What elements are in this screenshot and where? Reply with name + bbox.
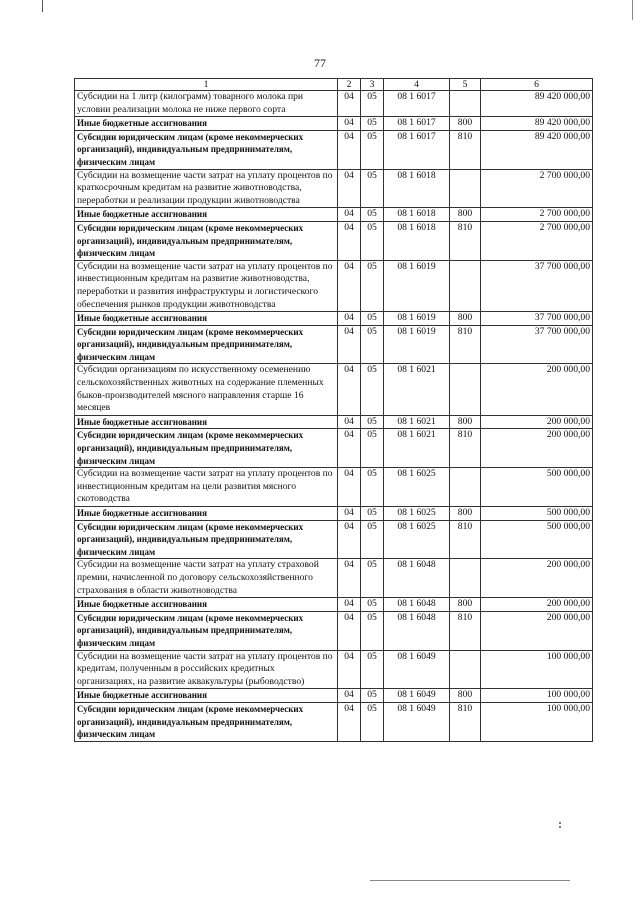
- row-amount-cell: 89 420 000,00: [481, 91, 593, 117]
- row-section-cell: 04: [338, 260, 361, 311]
- scan-speck: [559, 826, 561, 828]
- row-subsection-cell: 05: [361, 260, 384, 311]
- row-target-article-cell: 08 1 6049: [384, 702, 450, 741]
- row-section-cell: 04: [338, 415, 361, 429]
- row-expense-type-cell: 800: [450, 117, 481, 131]
- row-subsection-cell: 05: [361, 702, 384, 741]
- row-target-article-cell: 08 1 6019: [384, 325, 450, 364]
- row-name-cell: Субсидии юридическим лицам (кроме некоммерческих организаций), индивидуальным предпринимателям, физическим лицам: [75, 702, 338, 741]
- row-section-cell: 04: [338, 312, 361, 326]
- row-expense-type-cell: 810: [450, 325, 481, 364]
- table-row: [75, 312, 593, 326]
- row-target-article-cell: 08 1 6019: [384, 260, 450, 311]
- row-amount-cell: 2 700 000,00: [481, 169, 593, 208]
- row-section-cell: 04: [338, 702, 361, 741]
- row-amount-cell: 37 700 000,00: [481, 312, 593, 326]
- row-target-article-cell: 08 1 6017: [384, 130, 450, 169]
- scan-edge-mark: [42, 0, 43, 12]
- table-row: [75, 260, 593, 311]
- row-target-article-cell: 08 1 6025: [384, 468, 450, 507]
- row-amount-cell: 2 700 000,00: [481, 221, 593, 260]
- row-expense-type-cell: 810: [450, 702, 481, 741]
- table-row: [75, 208, 593, 222]
- row-name-cell: Иные бюджетные ассигнования: [75, 312, 338, 326]
- table-row: [75, 559, 593, 598]
- row-section-cell: 04: [338, 325, 361, 364]
- scan-bottom-line: [370, 880, 570, 881]
- row-expense-type-cell: 800: [450, 689, 481, 703]
- row-name-cell: Иные бюджетные ассигнования: [75, 117, 338, 131]
- row-amount-cell: 500 000,00: [481, 507, 593, 521]
- row-subsection-cell: 05: [361, 130, 384, 169]
- row-target-article-cell: 08 1 6021: [384, 364, 450, 415]
- row-name-cell: Иные бюджетные ассигнования: [75, 415, 338, 429]
- row-target-article-cell: 08 1 6018: [384, 221, 450, 260]
- row-name-cell: Субсидии на возмещение части затрат на уплату процентов по инвестиционным кредитам на цели развития мясного скотоводства: [75, 468, 338, 507]
- row-subsection-cell: 05: [361, 91, 384, 117]
- row-target-article-cell: 08 1 6017: [384, 91, 450, 117]
- row-subsection-cell: 05: [361, 559, 384, 598]
- table-row: [75, 221, 593, 260]
- header-col-4: 4: [384, 79, 450, 91]
- row-section-cell: 04: [338, 429, 361, 468]
- scan-edge-mark-right: [632, 0, 633, 20]
- row-name-cell: Субсидии на возмещение части затрат на уплату процентов по краткосрочным кредитам на развитие животноводства, переработки и реализации продукции животноводства: [75, 169, 338, 208]
- row-section-cell: 04: [338, 468, 361, 507]
- row-amount-cell: 89 420 000,00: [481, 130, 593, 169]
- row-section-cell: 04: [338, 689, 361, 703]
- table-row: [75, 611, 593, 650]
- table-row: [75, 117, 593, 131]
- row-expense-type-cell: 800: [450, 415, 481, 429]
- row-subsection-cell: 05: [361, 221, 384, 260]
- row-subsection-cell: 05: [361, 429, 384, 468]
- row-expense-type-cell: [450, 468, 481, 507]
- row-subsection-cell: 05: [361, 520, 384, 559]
- row-section-cell: 04: [338, 208, 361, 222]
- row-section-cell: 04: [338, 559, 361, 598]
- table-row: [75, 598, 593, 612]
- table-row: [75, 507, 593, 521]
- row-section-cell: 04: [338, 611, 361, 650]
- header-col-5: 5: [450, 79, 481, 91]
- header-col-1: 1: [75, 79, 338, 91]
- row-amount-cell: 200 000,00: [481, 364, 593, 415]
- row-target-article-cell: 08 1 6049: [384, 650, 450, 689]
- row-expense-type-cell: 810: [450, 429, 481, 468]
- row-subsection-cell: 05: [361, 208, 384, 222]
- row-name-cell: Субсидии на возмещение части затрат на уплату процентов по кредитам, полученным в российских кредитных организациях, на развитие аквакультуры (рыбоводство): [75, 650, 338, 689]
- row-amount-cell: 200 000,00: [481, 611, 593, 650]
- row-name-cell: Субсидии юридическим лицам (кроме некоммерческих организаций), индивидуальным предпринимателям, физическим лицам: [75, 325, 338, 364]
- row-name-cell: Субсидии юридическим лицам (кроме некоммерческих организаций), индивидуальным предпринимателям, физическим лицам: [75, 221, 338, 260]
- row-target-article-cell: 08 1 6048: [384, 611, 450, 650]
- row-amount-cell: 200 000,00: [481, 429, 593, 468]
- row-expense-type-cell: [450, 650, 481, 689]
- row-target-article-cell: 08 1 6049: [384, 689, 450, 703]
- row-expense-type-cell: 810: [450, 130, 481, 169]
- table-row: [75, 702, 593, 741]
- page-number: 77: [314, 56, 326, 70]
- row-amount-cell: 2 700 000,00: [481, 208, 593, 222]
- row-expense-type-cell: 800: [450, 598, 481, 612]
- row-subsection-cell: 05: [361, 415, 384, 429]
- row-target-article-cell: 08 1 6018: [384, 208, 450, 222]
- table-row: [75, 650, 593, 689]
- row-name-cell: Иные бюджетные ассигнования: [75, 598, 338, 612]
- row-target-article-cell: 08 1 6048: [384, 559, 450, 598]
- row-expense-type-cell: 800: [450, 208, 481, 222]
- table-row: [75, 689, 593, 703]
- row-section-cell: 04: [338, 507, 361, 521]
- row-name-cell: Иные бюджетные ассигнования: [75, 689, 338, 703]
- table-row: [75, 130, 593, 169]
- row-target-article-cell: 08 1 6021: [384, 415, 450, 429]
- row-section-cell: 04: [338, 130, 361, 169]
- row-name-cell: Субсидии организациям по искусственному осеменению сельскохозяйственных животных на содержание племенных быков-производителей мясного направления старше 16 месяцев: [75, 364, 338, 415]
- scan-speck: [559, 822, 561, 824]
- row-subsection-cell: 05: [361, 650, 384, 689]
- row-target-article-cell: 08 1 6025: [384, 520, 450, 559]
- row-section-cell: 04: [338, 364, 361, 415]
- row-subsection-cell: 05: [361, 611, 384, 650]
- row-target-article-cell: 08 1 6018: [384, 169, 450, 208]
- row-subsection-cell: 05: [361, 364, 384, 415]
- row-name-cell: Иные бюджетные ассигнования: [75, 507, 338, 521]
- table-row: [75, 91, 593, 117]
- table-header-row: [75, 79, 593, 91]
- row-subsection-cell: 05: [361, 169, 384, 208]
- row-name-cell: Субсидии на 1 литр (килограмм) товарного молока при условии реализации молока не ниже первого сорта: [75, 91, 338, 117]
- row-expense-type-cell: [450, 91, 481, 117]
- row-section-cell: 04: [338, 91, 361, 117]
- header-col-6: 6: [481, 79, 593, 91]
- row-amount-cell: 89 420 000,00: [481, 117, 593, 131]
- row-subsection-cell: 05: [361, 117, 384, 131]
- table-row: [75, 415, 593, 429]
- row-name-cell: Субсидии юридическим лицам (кроме некоммерческих организаций), индивидуальным предпринимателям, физическим лицам: [75, 429, 338, 468]
- row-name-cell: Субсидии юридическим лицам (кроме некоммерческих организаций), индивидуальным предпринимателям, физическим лицам: [75, 130, 338, 169]
- row-name-cell: Субсидии юридическим лицам (кроме некоммерческих организаций), индивидуальным предпринимателям, физическим лицам: [75, 520, 338, 559]
- table-row: [75, 169, 593, 208]
- row-name-cell: Субсидии юридическим лицам (кроме некоммерческих организаций), индивидуальным предпринимателям, физическим лицам: [75, 611, 338, 650]
- table-row: [75, 468, 593, 507]
- row-expense-type-cell: 800: [450, 312, 481, 326]
- header-col-3: 3: [361, 79, 384, 91]
- row-section-cell: 04: [338, 117, 361, 131]
- row-subsection-cell: 05: [361, 325, 384, 364]
- row-subsection-cell: 05: [361, 689, 384, 703]
- row-expense-type-cell: 800: [450, 507, 481, 521]
- row-amount-cell: 500 000,00: [481, 468, 593, 507]
- table-row: [75, 520, 593, 559]
- header-col-2: 2: [338, 79, 361, 91]
- row-subsection-cell: 05: [361, 598, 384, 612]
- row-section-cell: 04: [338, 520, 361, 559]
- row-amount-cell: 500 000,00: [481, 520, 593, 559]
- row-name-cell: Субсидии на возмещение части затрат на уплату процентов по инвестиционным кредитам на развитие животноводства, переработки и развития инфраструктуры и логистического обеспечения рынков продукции животноводства: [75, 260, 338, 311]
- row-expense-type-cell: [450, 169, 481, 208]
- row-target-article-cell: 08 1 6025: [384, 507, 450, 521]
- row-amount-cell: 200 000,00: [481, 598, 593, 612]
- row-expense-type-cell: [450, 260, 481, 311]
- row-amount-cell: 100 000,00: [481, 702, 593, 741]
- row-amount-cell: 100 000,00: [481, 689, 593, 703]
- row-amount-cell: 200 000,00: [481, 559, 593, 598]
- row-section-cell: 04: [338, 650, 361, 689]
- row-expense-type-cell: 810: [450, 520, 481, 559]
- row-target-article-cell: 08 1 6017: [384, 117, 450, 131]
- row-name-cell: Иные бюджетные ассигнования: [75, 208, 338, 222]
- table-row: [75, 325, 593, 364]
- row-section-cell: 04: [338, 598, 361, 612]
- row-subsection-cell: 05: [361, 507, 384, 521]
- row-target-article-cell: 08 1 6021: [384, 429, 450, 468]
- budget-table: [74, 78, 593, 742]
- row-amount-cell: 200 000,00: [481, 415, 593, 429]
- row-section-cell: 04: [338, 221, 361, 260]
- row-amount-cell: 37 700 000,00: [481, 260, 593, 311]
- row-section-cell: 04: [338, 169, 361, 208]
- row-expense-type-cell: 810: [450, 221, 481, 260]
- row-expense-type-cell: [450, 364, 481, 415]
- row-target-article-cell: 08 1 6019: [384, 312, 450, 326]
- table-row: [75, 364, 593, 415]
- row-subsection-cell: 05: [361, 468, 384, 507]
- row-amount-cell: 100 000,00: [481, 650, 593, 689]
- row-amount-cell: 37 700 000,00: [481, 325, 593, 364]
- row-expense-type-cell: 810: [450, 611, 481, 650]
- row-name-cell: Субсидии на возмещение части затрат на уплату страховой премии, начисленной по договору сельскохозяйственного страхования в области животноводства: [75, 559, 338, 598]
- table-row: [75, 429, 593, 468]
- row-subsection-cell: 05: [361, 312, 384, 326]
- row-expense-type-cell: [450, 559, 481, 598]
- row-target-article-cell: 08 1 6048: [384, 598, 450, 612]
